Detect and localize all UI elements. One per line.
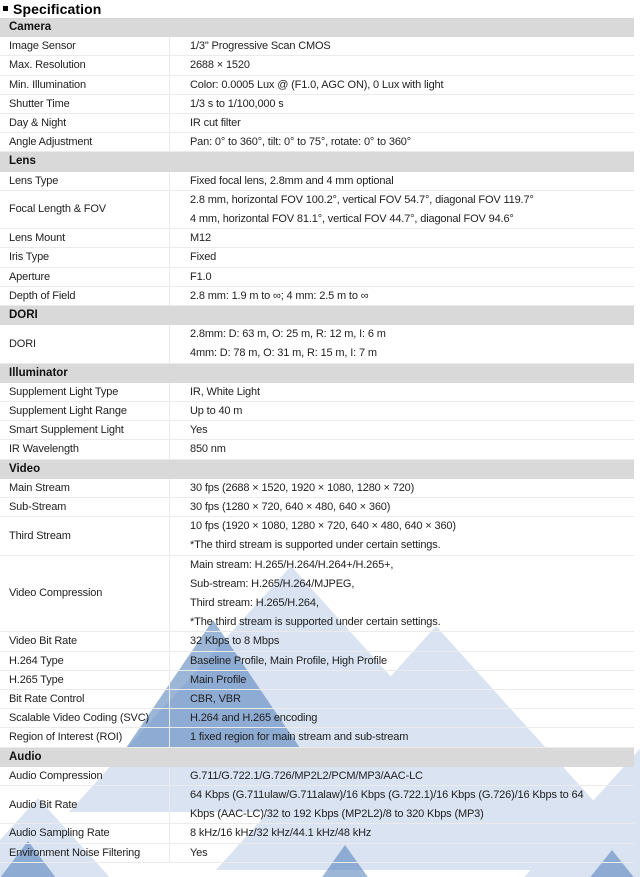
row-value-line: Up to 40 m — [190, 405, 243, 417]
row-label: Lens Type — [9, 174, 59, 187]
spec-row — [0, 498, 634, 517]
row-value-line: 850 nm — [190, 443, 226, 456]
row-value-line: 1/3" Progressive Scan CMOS — [190, 40, 331, 53]
row-value — [169, 767, 634, 786]
spec-row — [0, 671, 634, 690]
row-label: Depth of Field — [9, 289, 76, 302]
spec-row — [0, 287, 634, 306]
row-value — [169, 287, 634, 306]
spec-row — [0, 421, 634, 440]
section-header-camera: Camera — [0, 18, 634, 37]
row-value — [169, 191, 634, 229]
row-value — [169, 383, 634, 402]
row-value — [169, 844, 634, 863]
spec-row — [0, 114, 634, 133]
spec-row — [0, 37, 634, 56]
row-value — [169, 56, 634, 75]
spec-row — [0, 325, 634, 363]
spec-row — [0, 172, 634, 191]
row-value — [169, 268, 634, 287]
row-value — [169, 248, 634, 267]
row-value-line: Color: 0.0005 Lux @ (F1.0, AGC ON), 0 Lux with light — [190, 78, 444, 91]
row-value — [169, 824, 634, 843]
row-value-line: 1 fixed region for main stream and sub-stream — [190, 731, 409, 744]
row-label: Audio Bit Rate — [9, 798, 78, 811]
spec-row — [0, 248, 634, 267]
row-value — [169, 786, 634, 824]
row-value — [169, 652, 634, 671]
row-label: Supplement Light Type — [9, 385, 119, 398]
row-label: Bit Rate Control — [9, 693, 85, 706]
row-value — [169, 172, 634, 191]
row-value-line: 2.8 mm: 1.9 m to ∞; 4 mm: 2.5 m to ∞ — [190, 289, 369, 302]
row-value-line: Yes — [190, 846, 208, 859]
row-label: H.264 Type — [9, 654, 64, 667]
row-label: Supplement Light Range — [9, 405, 127, 417]
row-value — [169, 440, 634, 459]
spec-row — [0, 440, 634, 459]
row-label: IR Wavelength — [9, 443, 79, 456]
spec-row — [0, 728, 634, 747]
row-label: Angle Adjustment — [9, 136, 93, 149]
row-label: Video Bit Rate — [9, 635, 78, 648]
row-value-line: Main stream: H.265/H.264/H.264+/H.265+, — [190, 558, 394, 571]
row-value — [169, 498, 634, 517]
spec-row — [0, 191, 634, 229]
row-label: Image Sensor — [9, 40, 76, 53]
row-label: Smart Supplement Light — [9, 424, 124, 437]
row-value-line: IR cut filter — [190, 117, 241, 129]
spec-row — [0, 652, 634, 671]
row-value-line: 2.8mm: D: 63 m, O: 25 m, R: 12 m, I: 6 m — [190, 328, 386, 341]
spec-row — [0, 56, 634, 75]
section-header-lens: Lens — [0, 152, 634, 171]
spec-row — [0, 95, 634, 114]
row-value — [169, 709, 634, 728]
spec-table — [0, 18, 634, 863]
spec-row — [0, 268, 634, 287]
row-label: Video Compression — [9, 587, 103, 600]
row-value — [169, 229, 634, 248]
row-label: Environment Noise Filtering — [9, 846, 141, 859]
row-value-line: Baseline Profile, Main Profile, High Profile — [190, 654, 387, 667]
row-value — [169, 690, 634, 709]
row-label: Focal Length & FOV — [9, 203, 106, 216]
row-label: Aperture — [9, 270, 50, 283]
row-value — [169, 402, 634, 421]
row-label: Third Stream — [9, 529, 71, 542]
row-value-line: 4 mm, horizontal FOV 81.1°, vertical FOV 44.7°, diagonal FOV 94.6° — [190, 213, 514, 225]
row-label: H.265 Type — [9, 673, 64, 686]
row-label: Audio Compression — [9, 769, 103, 782]
row-label: Shutter Time — [9, 97, 70, 110]
row-label: Main Stream — [9, 481, 70, 494]
square-bullet-icon — [3, 6, 8, 11]
row-value-line: Third stream: H.265/H.264, — [190, 597, 319, 610]
row-value-line: *The third stream is supported under certain settings. — [190, 616, 441, 629]
row-value-line: 32 Kbps to 8 Mbps — [190, 635, 280, 648]
spec-row — [0, 690, 634, 709]
row-value — [169, 325, 634, 363]
spec-row — [0, 76, 634, 95]
row-value-line: *The third stream is supported under certain settings. — [190, 539, 441, 552]
row-value — [169, 556, 634, 633]
row-value-line: 64 Kbps (G.711ulaw/G.711alaw)/16 Kbps (G.722.1)/16 Kbps (G.726)/16 Kbps to 64 — [190, 789, 584, 802]
row-value-line: Kbps (AAC-LC)/32 to 192 Kbps (MP2L2)/8 to 320 Kbps (MP3) — [190, 808, 484, 821]
spec-row — [0, 709, 634, 728]
section-header-audio: Audio — [0, 748, 634, 767]
row-value — [169, 95, 634, 114]
section-header-dori: DORI — [0, 306, 634, 325]
spec-row — [0, 479, 634, 498]
spec-row — [0, 517, 634, 555]
row-value-line: Sub-stream: H.265/H.264/MJPEG, — [190, 577, 355, 590]
spec-row — [0, 402, 634, 421]
page-title-text: Specification — [13, 1, 102, 17]
row-label: Sub-Stream — [9, 501, 67, 513]
row-value-line: M12 — [190, 232, 211, 245]
spec-row — [0, 767, 634, 786]
row-label: Max. Resolution — [9, 59, 86, 72]
row-value — [169, 517, 634, 555]
row-label: Day & Night — [9, 117, 67, 129]
row-label: Scalable Video Coding (SVC) — [9, 712, 150, 725]
spec-row — [0, 632, 634, 651]
row-value-line: Fixed — [190, 251, 217, 264]
row-value-line: 10 fps (1920 × 1080, 1280 × 720, 640 × 480, 640 × 360) — [190, 520, 456, 533]
row-label: Iris Type — [9, 251, 50, 264]
page-title — [0, 0, 640, 18]
row-label: Audio Sampling Rate — [9, 827, 110, 840]
spec-row — [0, 556, 634, 633]
row-label: Min. Illumination — [9, 78, 86, 91]
row-value-line: 1/3 s to 1/100,000 s — [190, 97, 284, 110]
section-header-video: Video — [0, 460, 634, 479]
row-value — [169, 632, 634, 651]
row-value-line: Pan: 0° to 360°, tilt: 0° to 75°, rotate: 0° to 360° — [190, 136, 412, 149]
row-value — [169, 133, 634, 152]
row-value — [169, 421, 634, 440]
row-value-line: G.711/G.722.1/G.726/MP2L2/PCM/MP3/AAC-LC — [190, 769, 423, 782]
row-label: Region of Interest (ROI) — [9, 731, 123, 744]
row-value-line: 30 fps (1280 × 720, 640 × 480, 640 × 360) — [190, 501, 391, 513]
row-value — [169, 37, 634, 56]
section-header-illuminator: Illuminator — [0, 364, 634, 383]
row-value-line: CBR, VBR — [190, 693, 241, 706]
row-label: Lens Mount — [9, 232, 65, 245]
spec-row — [0, 824, 634, 843]
row-value-line: H.264 and H.265 encoding — [190, 712, 318, 725]
row-value-line: 2.8 mm, horizontal FOV 100.2°, vertical FOV 54.7°, diagonal FOV 119.7° — [190, 193, 534, 206]
spec-row — [0, 786, 634, 824]
spec-row — [0, 844, 634, 863]
spec-row — [0, 133, 634, 152]
row-value — [169, 114, 634, 133]
row-value-line: IR, White Light — [190, 385, 260, 398]
row-value-line: Yes — [190, 424, 208, 437]
spec-row — [0, 383, 634, 402]
row-value-line: 8 kHz/16 kHz/32 kHz/44.1 kHz/48 kHz — [190, 827, 372, 840]
row-value — [169, 76, 634, 95]
row-value-line: 4mm: D: 78 m, O: 31 m, R: 15 m, I: 7 m — [190, 347, 377, 360]
spec-row — [0, 229, 634, 248]
row-value — [169, 728, 634, 747]
row-value-line: Main Profile — [190, 673, 247, 686]
row-value — [169, 671, 634, 690]
row-value-line: 2688 × 1520 — [190, 59, 250, 72]
row-label: DORI — [9, 337, 36, 350]
row-value-line: 30 fps (2688 × 1520, 1920 × 1080, 1280 × 720) — [190, 481, 415, 494]
row-value-line: Fixed focal lens, 2.8mm and 4 mm optional — [190, 174, 394, 187]
row-value-line: F1.0 — [190, 270, 212, 283]
row-value — [169, 479, 634, 498]
